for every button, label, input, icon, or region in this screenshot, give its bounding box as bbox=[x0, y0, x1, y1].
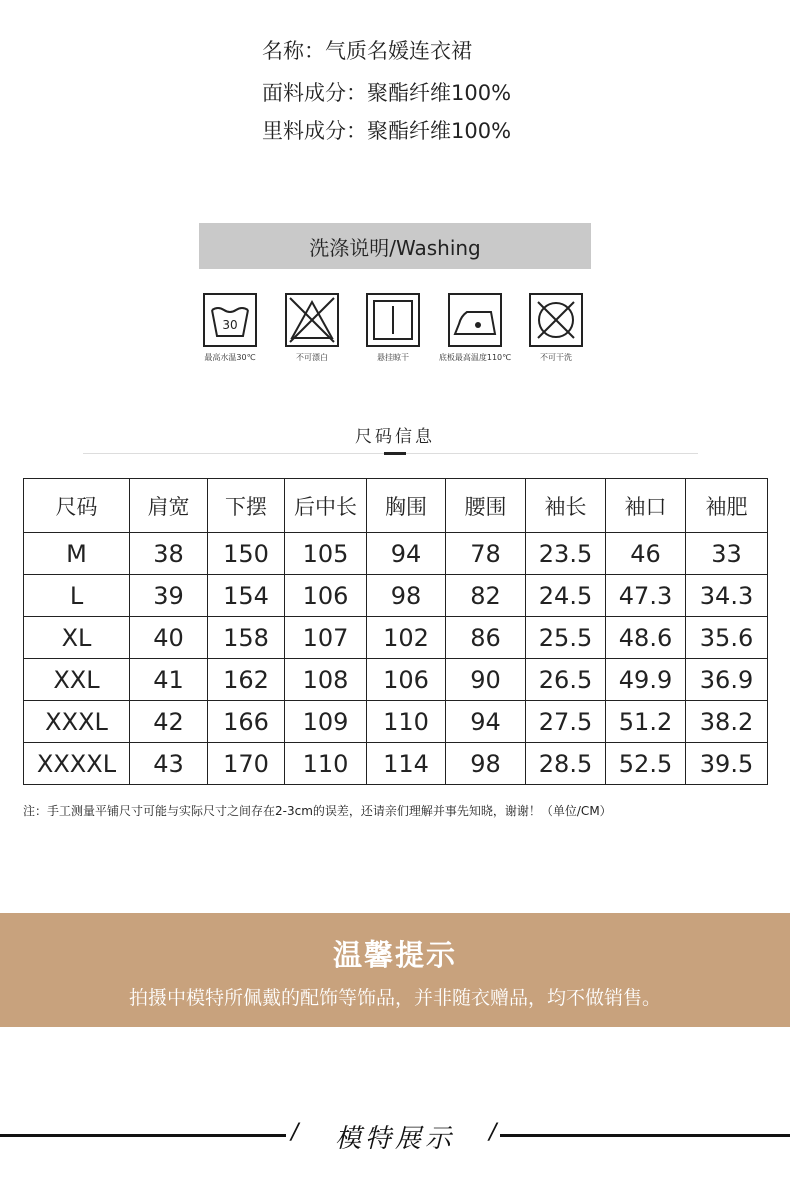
size-value-cell: 39 bbox=[130, 575, 208, 617]
size-value-cell: 27.5 bbox=[526, 701, 606, 743]
size-label-cell: L bbox=[24, 575, 130, 617]
no-bleach-icon bbox=[284, 292, 340, 348]
care-label-wash: 最高水温30℃ bbox=[204, 353, 256, 362]
size-label-cell: XXXXL bbox=[24, 743, 130, 785]
size-table-header-cell: 肩宽 bbox=[130, 479, 208, 533]
wash-temp-text: 30 bbox=[222, 318, 238, 332]
size-value-cell: 82 bbox=[446, 575, 526, 617]
size-value-cell: 28.5 bbox=[526, 743, 606, 785]
size-value-cell: 154 bbox=[208, 575, 285, 617]
table-row bbox=[24, 533, 768, 575]
size-value-cell: 150 bbox=[208, 533, 285, 575]
size-section-title: 尺码信息 bbox=[355, 427, 435, 447]
size-table-header-cell: 袖肥 bbox=[686, 479, 768, 533]
table-row bbox=[24, 617, 768, 659]
care-label-no-dry-clean: 不可干洗 bbox=[540, 353, 572, 362]
size-label-cell: XL bbox=[24, 617, 130, 659]
size-table-header-cell: 袖长 bbox=[526, 479, 606, 533]
size-value-cell: 162 bbox=[208, 659, 285, 701]
size-value-cell: 158 bbox=[208, 617, 285, 659]
size-value-cell: 38.2 bbox=[686, 701, 768, 743]
size-value-cell: 94 bbox=[446, 701, 526, 743]
table-row bbox=[24, 743, 768, 785]
table-row bbox=[24, 701, 768, 743]
size-value-cell: 109 bbox=[285, 701, 367, 743]
size-table-header-cell: 袖口 bbox=[606, 479, 686, 533]
size-value-cell: 48.6 bbox=[606, 617, 686, 659]
size-value-cell: 33 bbox=[686, 533, 768, 575]
size-table-header-row bbox=[24, 479, 768, 533]
table-row bbox=[24, 659, 768, 701]
size-value-cell: 35.6 bbox=[686, 617, 768, 659]
size-value-cell: 42 bbox=[130, 701, 208, 743]
size-table-header-cell: 腰围 bbox=[446, 479, 526, 533]
care-label-no-bleach: 不可漂白 bbox=[296, 353, 328, 362]
size-label-cell: XXL bbox=[24, 659, 130, 701]
size-value-cell: 52.5 bbox=[606, 743, 686, 785]
size-value-cell: 94 bbox=[367, 533, 446, 575]
size-value-cell: 25.5 bbox=[526, 617, 606, 659]
wash-30-icon bbox=[202, 292, 258, 348]
fabric-composition: 面料成分：聚酯纤维100% bbox=[262, 81, 512, 105]
size-value-cell: 24.5 bbox=[526, 575, 606, 617]
washing-title: 洗涤说明/Washing bbox=[309, 235, 481, 260]
size-value-cell: 78 bbox=[446, 533, 526, 575]
tips-banner bbox=[0, 913, 790, 1027]
size-value-cell: 23.5 bbox=[526, 533, 606, 575]
care-label-iron: 底板最高温度110℃ bbox=[438, 353, 512, 362]
product-name: 名称：气质名媛连衣裙 bbox=[262, 39, 472, 63]
size-value-cell: 51.2 bbox=[606, 701, 686, 743]
size-value-cell: 47.3 bbox=[606, 575, 686, 617]
size-table-header-cell: 后中长 bbox=[285, 479, 367, 533]
size-table bbox=[23, 478, 768, 785]
size-table-header-cell: 尺码 bbox=[24, 479, 130, 533]
no-dry-clean-icon bbox=[528, 292, 584, 348]
size-value-cell: 98 bbox=[367, 575, 446, 617]
size-value-cell: 166 bbox=[208, 701, 285, 743]
table-row bbox=[24, 575, 768, 617]
size-value-cell: 90 bbox=[446, 659, 526, 701]
size-value-cell: 38 bbox=[130, 533, 208, 575]
size-value-cell: 34.3 bbox=[686, 575, 768, 617]
size-table-header-cell: 下摆 bbox=[208, 479, 285, 533]
size-title-divider-mark bbox=[384, 452, 406, 455]
model-divider-right bbox=[500, 1134, 790, 1137]
lining-composition: 里料成分：聚酯纤维100% bbox=[262, 119, 512, 143]
size-value-cell: 49.9 bbox=[606, 659, 686, 701]
model-slash-left: / bbox=[291, 1120, 299, 1145]
iron-icon bbox=[447, 292, 503, 348]
size-value-cell: 98 bbox=[446, 743, 526, 785]
size-value-cell: 106 bbox=[367, 659, 446, 701]
measurement-note: 注：手工测量平铺尺寸可能与实际尺寸之间存在2-3cm的误差，还请亲们理解并事先知晓，谢谢！（单位/CM） bbox=[23, 804, 612, 818]
tips-title: 温馨提示 bbox=[332, 938, 457, 972]
tips-text: 拍摄中模特所佩戴的配饰等饰品，并非随衣赠品，均不做销售。 bbox=[128, 987, 661, 1009]
model-slash-right: / bbox=[489, 1120, 497, 1145]
size-value-cell: 86 bbox=[446, 617, 526, 659]
size-value-cell: 46 bbox=[606, 533, 686, 575]
size-value-cell: 36.9 bbox=[686, 659, 768, 701]
size-value-cell: 110 bbox=[367, 701, 446, 743]
size-value-cell: 39.5 bbox=[686, 743, 768, 785]
size-value-cell: 40 bbox=[130, 617, 208, 659]
size-value-cell: 110 bbox=[285, 743, 367, 785]
size-label-cell: M bbox=[24, 533, 130, 575]
hang-dry-icon bbox=[365, 292, 421, 348]
model-section-title: 模特展示 bbox=[334, 1124, 455, 1154]
size-label-cell: XXXL bbox=[24, 701, 130, 743]
washing-header bbox=[199, 223, 591, 269]
size-value-cell: 107 bbox=[285, 617, 367, 659]
size-value-cell: 106 bbox=[285, 575, 367, 617]
size-value-cell: 114 bbox=[367, 743, 446, 785]
size-value-cell: 43 bbox=[130, 743, 208, 785]
care-label-hang-dry: 悬挂晾干 bbox=[377, 353, 409, 362]
size-value-cell: 41 bbox=[130, 659, 208, 701]
size-value-cell: 108 bbox=[285, 659, 367, 701]
size-table-header-cell: 胸围 bbox=[367, 479, 446, 533]
size-value-cell: 102 bbox=[367, 617, 446, 659]
size-value-cell: 26.5 bbox=[526, 659, 606, 701]
size-value-cell: 170 bbox=[208, 743, 285, 785]
size-value-cell: 105 bbox=[285, 533, 367, 575]
product-info bbox=[262, 38, 662, 156]
